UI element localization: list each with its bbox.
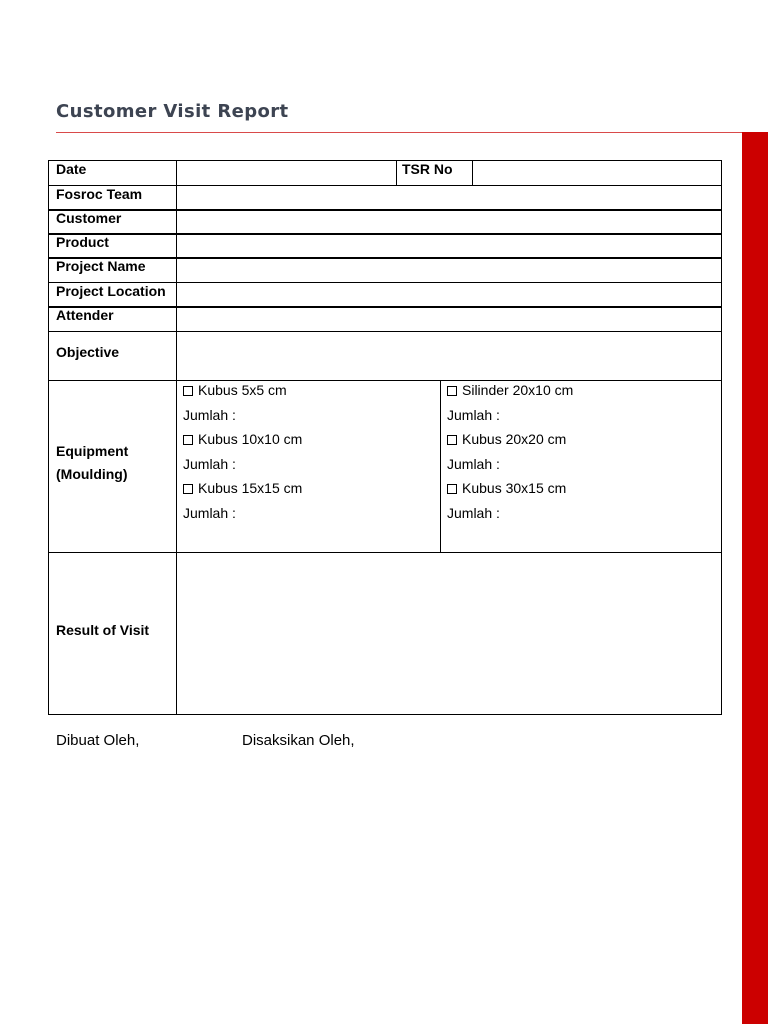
- quantity-label: Jumlah :: [183, 407, 236, 423]
- made-by-label: Dibuat Oleh,: [56, 732, 140, 749]
- equipment-option-label: Silinder 20x10 cm: [462, 382, 574, 398]
- result-of-visit-field[interactable]: [176, 552, 722, 715]
- row-label-fosroc-team: Fosroc Team: [56, 186, 143, 202]
- witnessed-by-label: Disaksikan Oleh,: [242, 732, 355, 749]
- equipment-option-silinder-20x10[interactable]: [447, 382, 573, 398]
- title-divider: [56, 132, 742, 133]
- fosroc-team-field[interactable]: [176, 185, 722, 211]
- equipment-option-kubus-15x15[interactable]: [183, 480, 302, 496]
- tsr-no-field[interactable]: [472, 160, 722, 186]
- row-label-product: Product: [56, 234, 109, 250]
- row-label-date: Date: [56, 161, 87, 177]
- quantity-label: Jumlah :: [447, 456, 500, 472]
- checkbox-icon[interactable]: [183, 435, 193, 445]
- quantity-label: Jumlah :: [183, 505, 236, 521]
- row-label-objective: Objective: [56, 344, 120, 360]
- equipment-option-label: Kubus 30x15 cm: [462, 480, 567, 496]
- project-name-field[interactable]: [176, 257, 722, 283]
- checkbox-icon[interactable]: [183, 484, 193, 494]
- quantity-label: Jumlah :: [183, 456, 236, 472]
- equipment-label: Equipment: [56, 443, 129, 459]
- page-title: Customer Visit Report: [56, 101, 289, 122]
- equipment-sublabel: (Moulding): [56, 466, 128, 482]
- objective-field[interactable]: [176, 331, 722, 381]
- checkbox-icon[interactable]: [447, 484, 457, 494]
- equipment-option-label: Kubus 20x20 cm: [462, 431, 567, 447]
- equipment-option-label: Kubus 5x5 cm: [198, 382, 287, 398]
- row-label-result-of-visit: Result of Visit: [56, 622, 150, 638]
- quantity-label: Jumlah :: [447, 407, 500, 423]
- checkbox-icon[interactable]: [447, 435, 457, 445]
- row-label-project-location: Project Location: [56, 283, 166, 299]
- date-field[interactable]: [176, 160, 397, 186]
- checkbox-icon[interactable]: [447, 386, 457, 396]
- attender-field[interactable]: [176, 306, 722, 332]
- equipment-option-kubus-20x20[interactable]: [447, 431, 566, 447]
- project-location-field[interactable]: [176, 282, 722, 308]
- brand-side-bar: [742, 132, 768, 1024]
- customer-field[interactable]: [176, 209, 722, 235]
- row-label-attender: Attender: [56, 307, 114, 323]
- tsr-no-label: TSR No: [402, 161, 453, 177]
- row-label-project-name: Project Name: [56, 258, 146, 274]
- equipment-option-label: Kubus 10x10 cm: [198, 431, 303, 447]
- row-label-customer: Customer: [56, 210, 122, 226]
- checkbox-icon[interactable]: [183, 386, 193, 396]
- quantity-label: Jumlah :: [447, 505, 500, 521]
- equipment-option-kubus-5x5[interactable]: [183, 382, 287, 398]
- product-field[interactable]: [176, 233, 722, 259]
- equipment-option-kubus-10x10[interactable]: [183, 431, 302, 447]
- equipment-option-kubus-30x15[interactable]: [447, 480, 566, 496]
- equipment-option-label: Kubus 15x15 cm: [198, 480, 303, 496]
